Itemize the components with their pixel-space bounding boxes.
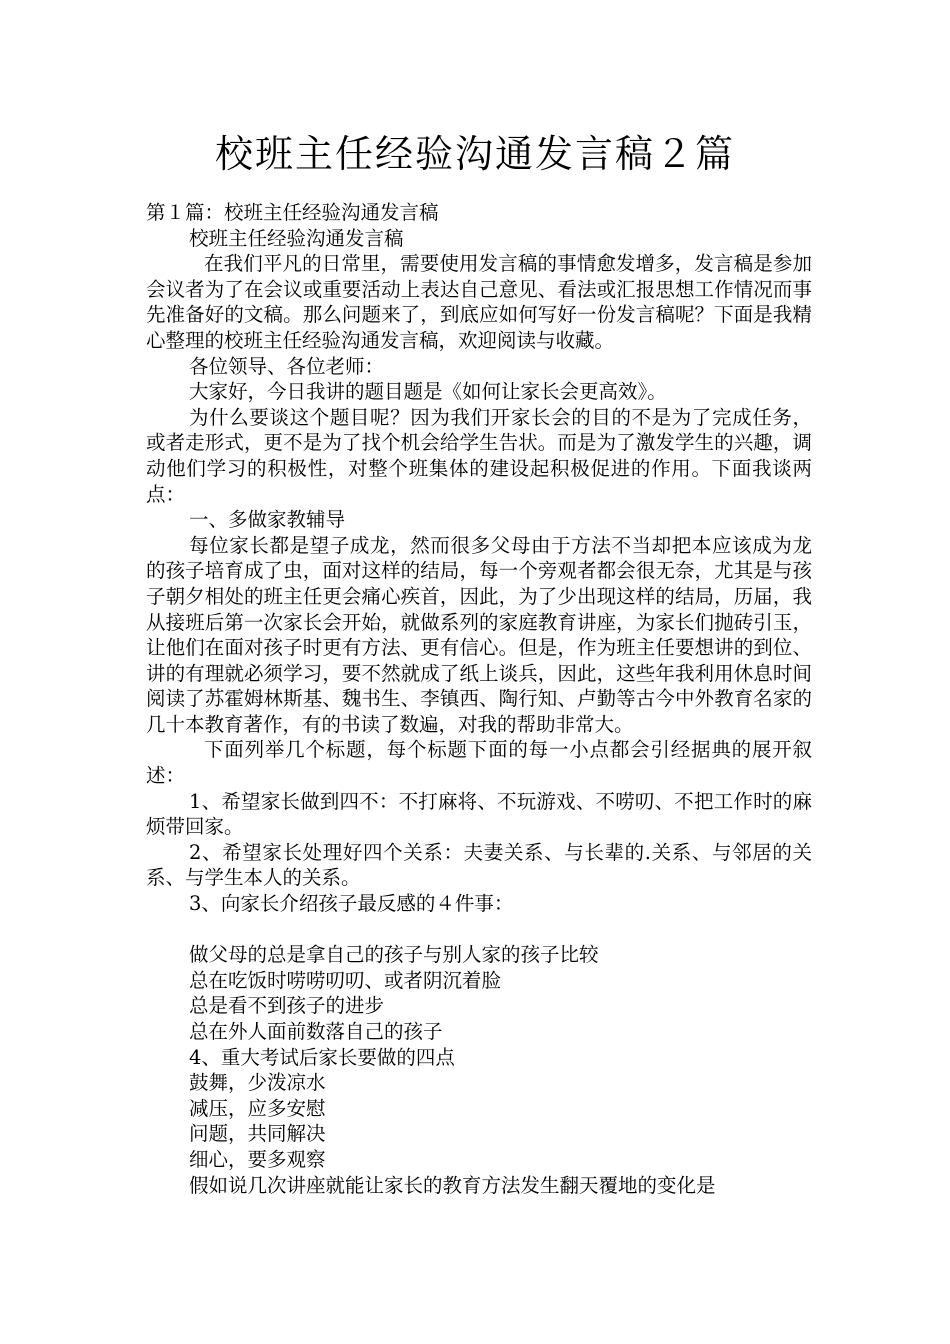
sub-heading: 校班主任经验沟通发言稿 [189, 226, 404, 250]
list-item-1: 1、希望家长做到四不：不打麻将、不玩游戏、不唠叨、不把工作时的麻烦带回家。 [146, 789, 812, 839]
document-title: 校班主任经验沟通发言稿２篇 [214, 132, 735, 176]
list-item-4: 4、重大考试后家长要做的四点 [189, 1045, 455, 1069]
list-subitem: 减压，应多安慰 [189, 1096, 326, 1120]
list-item-2: 2、希望家长处理好四个关系：夫妻关系、与长辈的.关系、与邻居的关系、与学生本人的关系。 [146, 840, 812, 890]
section-heading: 第１篇：校班主任经验沟通发言稿 [146, 201, 439, 224]
paragraph-intro: 在我们平凡的日常里，需要使用发言稿的事情愈发增多，发言稿是参加会议者为了在会议或重要活动上表达自己意见、看法或汇报思想工作情况而事先准备好的文稿。那么问题来了，到底应如何写好一份发言稿呢？下面是我精心整理的校班主任经验沟通发言稿，欢迎阅读与收藏。 [146, 252, 812, 352]
paragraph-greeting: 大家好，今日我讲的题目题是《如何让家长会更高效》。 [189, 380, 667, 404]
list-item-3: 3、向家长介绍孩子最反感的４件事： [189, 892, 514, 916]
paragraph-point-one-heading: 一、多做家教辅导 [189, 508, 346, 532]
list-subitem: 鼓舞，少泼凉水 [189, 1071, 326, 1095]
document-body [146, 200, 812, 1198]
paragraph-closing: 假如说几次讲座就能让家长的教育方法发生翻天覆地的变化是 [189, 1173, 716, 1197]
blank-line [146, 917, 812, 943]
list-subitem: 细心，要多观察 [189, 1147, 326, 1171]
paragraph-list-intro: 下面列举几个标题，每个标题下面的每一小点都会引经据典的展开叙述： [146, 738, 812, 788]
list-subitem: 做父母的总是拿自己的孩子与别人家的孩子比较 [189, 943, 599, 967]
list-subitem: 总是看不到孩子的进步 [189, 994, 385, 1018]
paragraph-purpose: 为什么要谈这个题目呢？因为我们开家长会的目的不是为了完成任务，或者走形式，更不是为了找个机会给学生告状。而是为了激发学生的兴趣，调动他们学习的积极性，对整个班集体的建设起积极促进的作用。下面我谈两点： [146, 405, 812, 506]
list-subitem: 总在吃饭时唠唠叨叨、或者阴沉着脸 [189, 968, 502, 992]
list-subitem: 问题，共同解决 [189, 1122, 326, 1146]
paragraph-point-one-body: 每位家长都是望子成龙，然而很多父母由于方法不当却把本应该成为龙的孩子培育成了虫，面对这样的结局，每一个旁观者都会很无奈，尤其是与孩子朝夕相处的班主任更会痛心疾首，因此，为了少出现这样的结局，历届，我从接班后第一次家长会开始，就做系列的家庭教育讲座，为家长们抛砖引玉，让他们在面对孩子时更有方法、更有信心。但是，作为班主任要想讲的到位、讲的有理就必须学习，要不然就成了纸上谈兵，因此，这些年我利用休息时间阅读了苏霍姆林斯基、魏书生、李镇西、陶行知、卢勤等古今中外教育名家的几十本教育著作，有的书读了数遍，对我的帮助非常大。 [146, 533, 812, 736]
list-subitem: 总在外人面前数落自己的孩子 [189, 1020, 443, 1043]
paragraph-salutation: 各位领导、各位老师： [189, 354, 385, 378]
